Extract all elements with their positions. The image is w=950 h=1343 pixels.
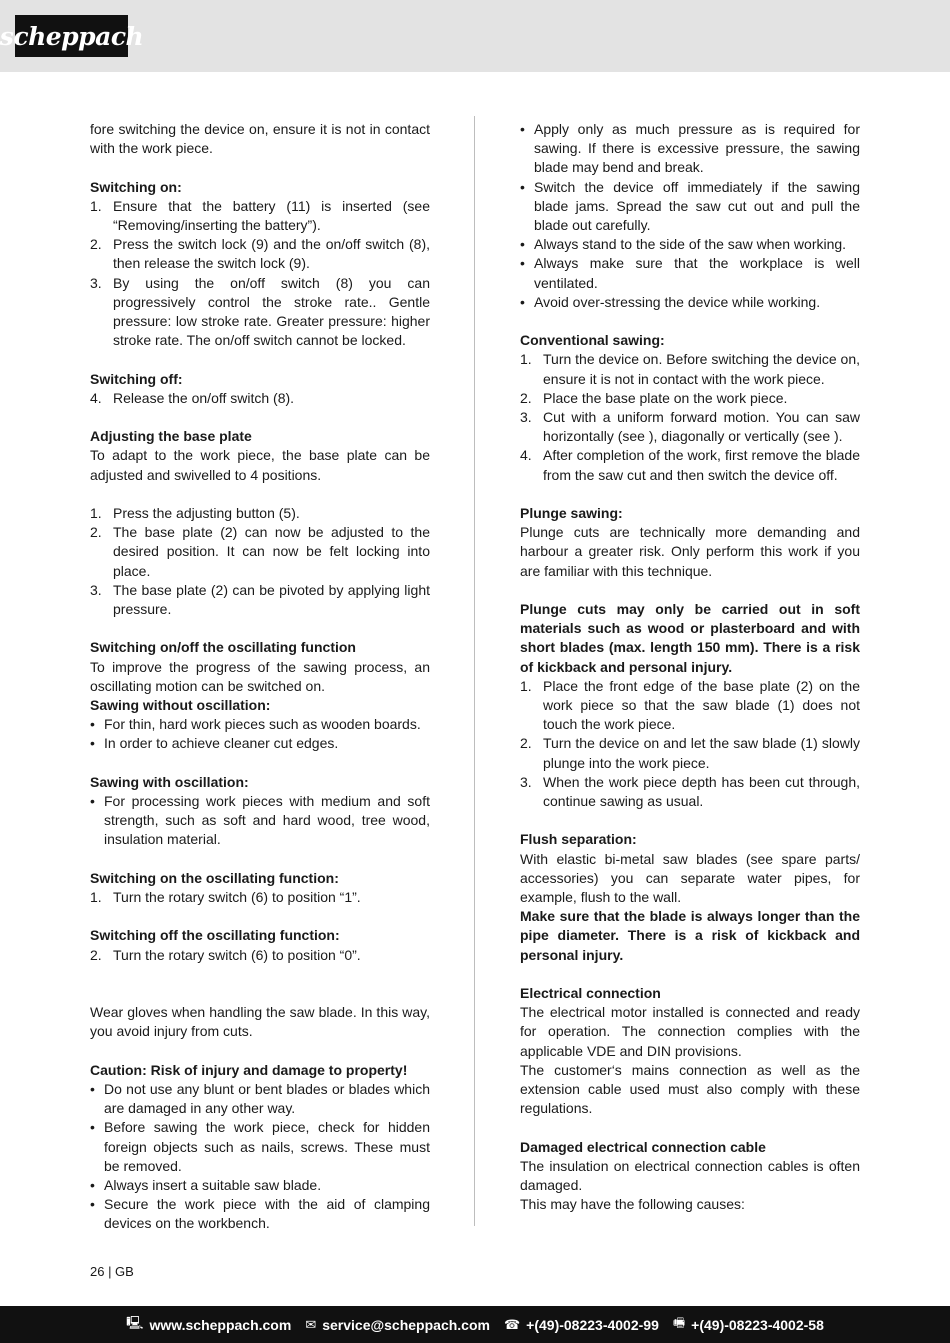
list-item-text: Always stand to the side of the saw when working. — [534, 236, 847, 253]
list-item-text: Turn the device on. Before switching the device on, ensure it is not in contact with the work piece. — [543, 351, 860, 387]
mail-icon: ✉ — [305, 1316, 317, 1332]
electrical-text-2: The customer‘s mains connection as well as the extension cable used must also comply with these regulations. — [520, 1061, 860, 1117]
with-oscillation-heading: Sawing with oscillation: — [90, 773, 249, 790]
flush-text: With elastic bi-metal saw blades (see spare parts/ accessories) you can separate water pipes, for example, flush to the wall. — [520, 850, 860, 906]
list-marker: 2. — [90, 946, 102, 963]
oscillating-text: To improve the progress of the sawing process, an oscillating motion can be switched on. — [90, 658, 430, 694]
list-item-text: Place the base plate on the work piece. — [543, 389, 788, 406]
list-item-text: Turn the rotary switch (6) to position “1”. — [113, 889, 361, 906]
list-marker: • — [90, 1119, 95, 1136]
list-marker: • — [90, 1196, 95, 1213]
list-marker: 4. — [90, 389, 102, 406]
conventional-heading: Conventional sawing: — [520, 332, 665, 349]
list-item-text: After completion of the work, first remove the blade from the saw cut and then switch the device off. — [543, 447, 860, 483]
list-item-text: The base plate (2) can now be adjusted to the desired position. It can now be felt locking into place. — [113, 524, 430, 579]
safety-bullets — [520, 120, 860, 312]
phone-icon: ☎ — [503, 1316, 521, 1332]
left-column — [90, 120, 430, 1234]
list-item-text: Turn the rotary switch (6) to position “0”. — [113, 946, 361, 963]
switching-off-heading: Switching off: — [90, 370, 183, 387]
list-item-text: Do not use any blunt or bent blades or blades which are damaged in any other way. — [104, 1081, 430, 1117]
list-marker: 1. — [520, 677, 532, 694]
list-item — [520, 293, 860, 312]
oscillating-off-list — [90, 946, 430, 965]
list-item — [90, 1080, 430, 1118]
plunge-list — [520, 677, 860, 811]
oscillating-heading: Switching on/off the oscillating function — [90, 639, 356, 656]
list-item-text: In order to achieve cleaner cut edges. — [104, 735, 339, 752]
list-marker: • — [520, 236, 525, 253]
list-item-text: Before sawing the work piece, check for hidden foreign objects such as nails, screws. These must be removed. — [104, 1119, 430, 1174]
with-oscillation-list — [90, 792, 430, 850]
list-item — [90, 1176, 430, 1195]
list-marker: 4. — [520, 447, 532, 464]
footer-email-text: service@scheppach.com — [322, 1316, 490, 1333]
list-item — [520, 178, 860, 236]
list-marker: • — [90, 716, 95, 733]
list-item — [90, 715, 430, 734]
list-item — [520, 235, 860, 254]
list-marker: • — [90, 735, 95, 752]
plunge-text: Plunge cuts are technically more demanding and harbour a greater risk. Only perform this work if you are familiar with this technique. — [520, 524, 860, 579]
list-item — [90, 1118, 430, 1176]
page-footer — [0, 1306, 950, 1343]
list-marker: 3. — [520, 409, 532, 426]
fax-icon: 🖷 — [672, 1314, 686, 1330]
list-marker: 1. — [520, 351, 532, 368]
list-item — [520, 734, 860, 772]
list-item-text: Place the front edge of the base plate (2) on the work piece so that the saw blade (1) does not touch the work piece. — [543, 677, 860, 733]
list-marker: 3. — [90, 274, 102, 291]
list-item — [90, 389, 430, 408]
list-item — [90, 946, 430, 965]
list-item — [90, 1195, 430, 1233]
list-item — [520, 120, 860, 178]
list-item-text: The base plate (2) can be pivoted by applying light pressure. — [113, 581, 430, 618]
list-marker: • — [90, 1177, 95, 1194]
list-item-text: For processing work pieces with medium and soft strength, such as soft and hard wood, tree wood, insulation material. — [104, 793, 430, 848]
page-header — [0, 0, 950, 72]
flush-warning: Make sure that the blade is always longer than the pipe diameter. There is a risk of kickback and personal injury. — [520, 908, 860, 963]
intro-text: fore switching the device on, ensure it is not in contact with the work piece. — [90, 121, 430, 157]
list-marker: • — [90, 793, 95, 810]
brand-logo: scheppach — [15, 15, 128, 57]
list-item — [520, 408, 860, 446]
list-marker: 2. — [90, 236, 102, 253]
list-item — [520, 254, 860, 292]
list-marker: 1. — [90, 889, 102, 906]
base-plate-text: To adapt to the work piece, the base plate can be adjusted and swivelled to 4 positions. — [90, 447, 430, 483]
list-item — [90, 734, 430, 753]
list-item-text: Press the adjusting button (5). — [113, 505, 300, 521]
list-item-text: By using the on/off switch (8) you can progressively control the stroke rate.. Gentle pressure: low stroke rate. Greater pressure: higher stroke rate. The on/off switch cannot be locked. — [113, 274, 430, 349]
list-item-text: Always insert a suitable saw blade. — [104, 1177, 322, 1194]
damaged-cable-text-1: The insulation on electrical connection cables is often damaged. — [520, 1157, 860, 1194]
oscillating-on-heading: Switching on the oscillating function: — [90, 869, 339, 886]
list-marker: 2. — [90, 524, 102, 541]
list-item — [90, 792, 430, 850]
without-oscillation-list — [90, 715, 430, 753]
switching-off-list — [90, 389, 430, 408]
list-item — [520, 389, 860, 408]
list-item — [90, 888, 430, 907]
list-item — [90, 504, 430, 523]
switching-on-heading: Switching on: — [90, 178, 182, 195]
list-item — [90, 197, 430, 235]
base-plate-heading: Adjusting the base plate — [90, 428, 252, 445]
flush-heading: Flush separation: — [520, 831, 637, 848]
computer-icon: 🖳 — [126, 1314, 144, 1330]
list-marker: 3. — [90, 581, 102, 598]
list-item-text: Press the switch lock (9) and the on/off switch (8), then release the switch lock (9). — [113, 236, 430, 272]
list-item-text: Ensure that the battery (11) is inserted (see “Removing/inserting the battery”). — [113, 197, 430, 233]
base-plate-list — [90, 504, 430, 619]
list-item-text: Secure the work piece with the aid of clamping devices on the workbench. — [104, 1196, 430, 1232]
list-marker: 1. — [90, 505, 102, 521]
list-item-text: Turn the device on and let the saw blade (1) slowly plunge into the work piece. — [543, 735, 860, 771]
list-item-text: Avoid over-stressing the device while working. — [534, 293, 821, 310]
footer-fax-text: +(49)-08223-4002-58 — [691, 1316, 824, 1333]
list-item — [90, 274, 430, 351]
footer-phone — [504, 1317, 659, 1333]
list-item — [520, 350, 860, 388]
footer-phone-text: +(49)-08223-4002-99 — [526, 1316, 659, 1333]
list-item — [520, 446, 860, 484]
without-oscillation-heading: Sawing without oscillation: — [90, 697, 271, 714]
oscillating-on-list — [90, 888, 430, 907]
gloves-text: Wear gloves when handling the saw blade. In this way, you avoid injury from cuts. — [90, 1004, 430, 1040]
right-column — [520, 120, 860, 1214]
conventional-list — [520, 350, 860, 484]
switching-on-list — [90, 197, 430, 351]
list-marker: • — [520, 293, 525, 310]
caution-heading: Caution: Risk of injury and damage to property! — [90, 1061, 408, 1078]
electrical-text-1: The electrical motor installed is connected and ready for operation. The connection complies with the applicable VDE and DIN provisions. — [520, 1004, 860, 1059]
list-marker: 2. — [520, 389, 532, 406]
list-item-text: Release the on/off switch (8). — [113, 389, 295, 406]
list-item — [90, 581, 430, 619]
list-marker: 2. — [520, 735, 532, 752]
caution-list — [90, 1080, 430, 1234]
list-marker: • — [520, 255, 525, 272]
list-item-text: Apply only as much pressure as is required for sawing. If there is excessive pressure, the sawing blade may bend and break. — [534, 121, 860, 176]
list-item — [90, 235, 430, 273]
list-item — [520, 773, 860, 811]
damaged-cable-heading: Damaged electrical connection cable — [520, 1138, 766, 1155]
plunge-warning: Plunge cuts may only be carried out in soft materials such as wood or plasterboard and with short blades (max. length 150 mm). There is a risk of kickback and personal injury. — [520, 601, 860, 675]
damaged-cable-text-2: This may have the following causes: — [520, 1196, 745, 1213]
oscillating-off-heading: Switching off the oscillating function: — [90, 927, 340, 944]
list-item-text: Always make sure that the workplace is well ventilated. — [534, 255, 860, 291]
list-item-text: Switch the device off immediately if the sawing blade jams. Spread the saw cut out and pull the blade out carefully. — [534, 178, 860, 234]
list-marker: • — [520, 178, 525, 195]
electrical-heading: Electrical connection — [520, 985, 661, 1002]
footer-email[interactable] — [305, 1317, 490, 1333]
list-marker: • — [90, 1081, 95, 1097]
footer-web-text: www.scheppach.com — [149, 1316, 292, 1333]
plunge-heading: Plunge sawing: — [520, 505, 623, 522]
footer-web[interactable] — [126, 1314, 291, 1336]
list-item-text: Cut with a uniform forward motion. You can saw horizontally (see ), diagonally or vertically (see ). — [543, 409, 860, 445]
list-marker: • — [520, 121, 525, 137]
list-item-text: For thin, hard work pieces such as wooden boards. — [104, 716, 421, 733]
list-item — [520, 677, 860, 735]
list-marker: 3. — [520, 773, 532, 790]
page-number: 26 | GB — [90, 1264, 134, 1279]
column-divider — [474, 116, 475, 1226]
list-marker: 1. — [90, 197, 102, 214]
footer-fax — [673, 1314, 824, 1336]
list-item — [90, 523, 430, 581]
list-item-text: When the work piece depth has been cut through, continue sawing as usual. — [543, 773, 860, 810]
